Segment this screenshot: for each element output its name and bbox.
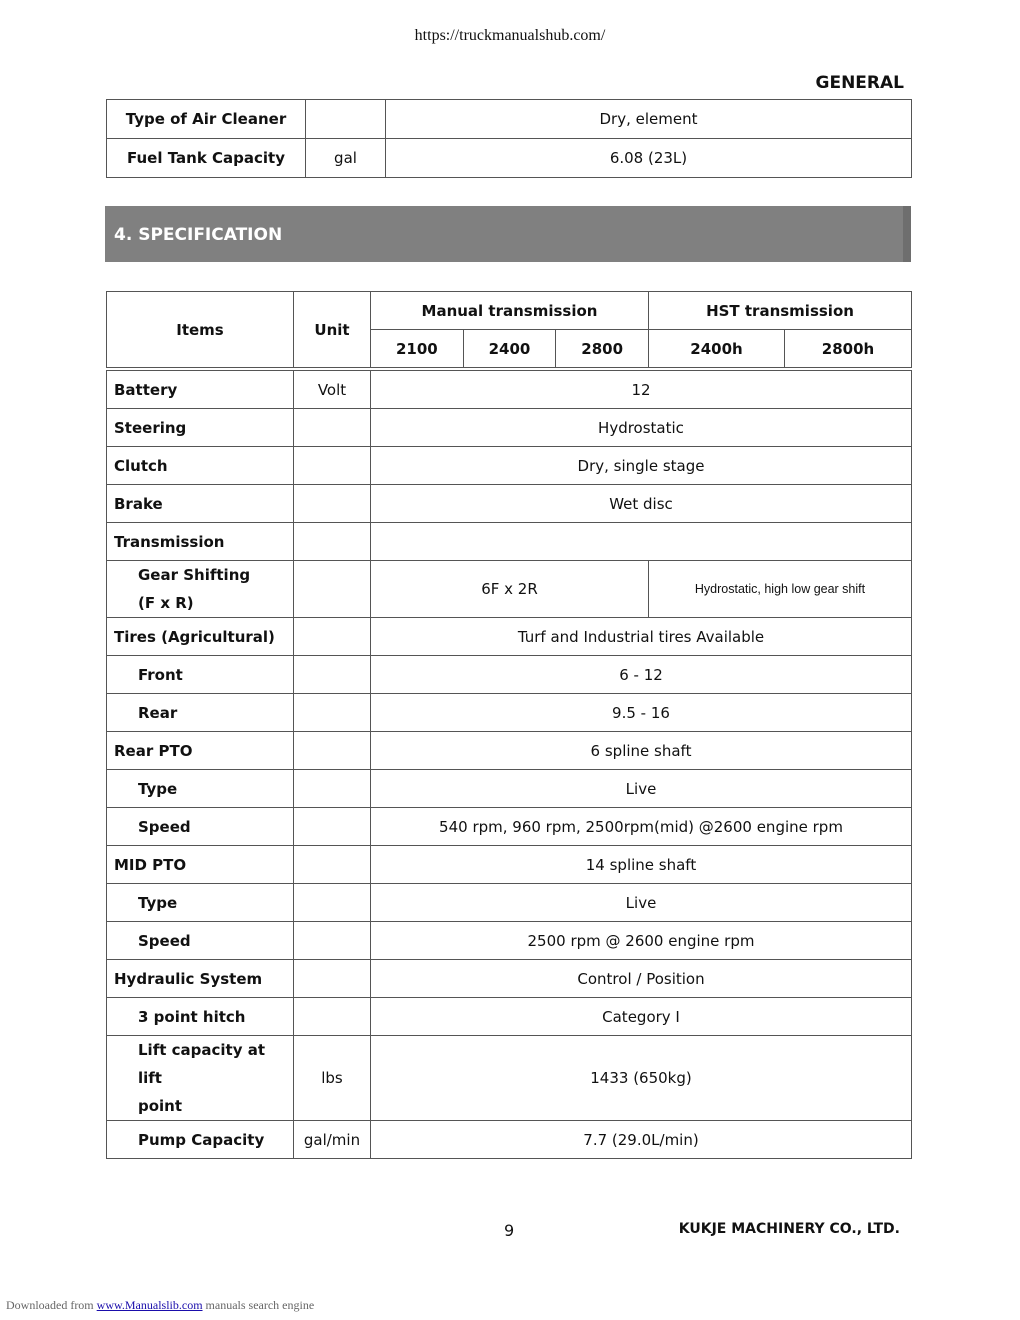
model-header: 2100 xyxy=(371,330,464,368)
table-row xyxy=(107,523,912,561)
footer-prefix: Downloaded from xyxy=(6,1298,94,1312)
section-header: GENERAL xyxy=(815,73,904,93)
item-label xyxy=(107,561,294,618)
model-header: 2400h xyxy=(649,330,785,368)
table-row xyxy=(107,960,912,998)
header-unit: Unit xyxy=(294,292,371,368)
table-row xyxy=(107,561,912,618)
value-cell: Dry, single stage xyxy=(371,447,912,485)
unit-cell xyxy=(294,998,371,1036)
item-label: Steering xyxy=(107,409,294,447)
value-cell: 14 spline shaft xyxy=(371,846,912,884)
item-fuel-tank: Fuel Tank Capacity xyxy=(107,139,306,178)
unit-cell xyxy=(294,808,371,846)
item-label-line2: (F x R) xyxy=(138,594,194,612)
value-cell: 12 xyxy=(371,371,912,409)
unit-cell xyxy=(294,523,371,561)
specification-title: 4. SPECIFICATION xyxy=(114,225,283,245)
item-air-cleaner: Type of Air Cleaner xyxy=(107,100,306,139)
model-header: 2800h xyxy=(785,330,912,368)
value-cell-hst: Hydrostatic, high low gear shift xyxy=(649,561,912,618)
model-header: 2400 xyxy=(463,330,556,368)
header-row xyxy=(107,292,912,330)
value-cell: 6.08 (23L) xyxy=(386,139,912,178)
item-label-line2: point xyxy=(138,1097,183,1115)
table-row xyxy=(107,139,912,178)
item-label: Tires (Agricultural) xyxy=(107,618,294,656)
unit-cell xyxy=(294,447,371,485)
table-row xyxy=(107,618,912,656)
item-label xyxy=(107,1036,294,1121)
item-label: Transmission xyxy=(107,523,294,561)
item-label: Battery xyxy=(107,371,294,409)
unit-cell xyxy=(306,100,386,139)
unit-cell xyxy=(294,694,371,732)
table-row xyxy=(107,100,912,139)
table-row xyxy=(107,447,912,485)
table-row xyxy=(107,694,912,732)
unit-cell xyxy=(294,846,371,884)
table-row xyxy=(107,1036,912,1121)
value-cell: 6 spline shaft xyxy=(371,732,912,770)
specification-table xyxy=(106,291,912,1159)
table-row xyxy=(107,808,912,846)
value-cell: Live xyxy=(371,884,912,922)
table-row xyxy=(107,1121,912,1159)
item-label: Rear xyxy=(107,694,294,732)
unit-cell xyxy=(294,770,371,808)
value-cell: 7.7 (29.0L/min) xyxy=(371,1121,912,1159)
unit-cell xyxy=(294,561,371,618)
value-cell: Control / Position xyxy=(371,960,912,998)
value-cell xyxy=(371,523,912,561)
unit-cell: gal/min xyxy=(294,1121,371,1159)
manualslib-link[interactable]: www.Manualslib.com xyxy=(96,1298,203,1312)
unit-cell xyxy=(294,656,371,694)
header-items: Items xyxy=(107,292,294,368)
item-label: Speed xyxy=(107,808,294,846)
table-row xyxy=(107,922,912,960)
value-cell: Live xyxy=(371,770,912,808)
table-row xyxy=(107,409,912,447)
table-row xyxy=(107,732,912,770)
source-url: https://truckmanualshub.com/ xyxy=(414,27,606,44)
value-cell: Dry, element xyxy=(386,100,912,139)
item-label: 3 point hitch xyxy=(107,998,294,1036)
unit-cell xyxy=(294,409,371,447)
download-footer xyxy=(6,1298,314,1313)
model-header: 2800 xyxy=(556,330,649,368)
value-cell: 540 rpm, 960 rpm, 2500rpm(mid) @2600 engine rpm xyxy=(371,808,912,846)
item-label: Clutch xyxy=(107,447,294,485)
unit-cell xyxy=(294,922,371,960)
table-row xyxy=(107,998,912,1036)
value-cell: Hydrostatic xyxy=(371,409,912,447)
header-hst: HST transmission xyxy=(649,292,912,330)
table-row xyxy=(107,656,912,694)
unit-cell: Volt xyxy=(294,371,371,409)
value-cell: 9.5 - 16 xyxy=(371,694,912,732)
table-row xyxy=(107,371,912,409)
item-label-line1: Gear Shifting xyxy=(138,566,251,584)
specification-banner xyxy=(105,206,911,262)
unit-cell xyxy=(294,884,371,922)
header-manual: Manual transmission xyxy=(371,292,649,330)
page-number: 9 xyxy=(504,1221,515,1240)
item-label: Rear PTO xyxy=(107,732,294,770)
item-label: Hydraulic System xyxy=(107,960,294,998)
value-cell: Wet disc xyxy=(371,485,912,523)
item-label: Type xyxy=(107,884,294,922)
unit-cell xyxy=(294,960,371,998)
general-table xyxy=(106,99,912,178)
value-cell: 1433 (650kg) xyxy=(371,1036,912,1121)
item-label-line1: Lift capacity at lift xyxy=(138,1041,265,1087)
value-cell-manual: 6F x 2R xyxy=(371,561,649,618)
value-cell: 6 - 12 xyxy=(371,656,912,694)
item-label: Type xyxy=(107,770,294,808)
unit-cell: lbs xyxy=(294,1036,371,1121)
value-cell: Turf and Industrial tires Available xyxy=(371,618,912,656)
unit-cell xyxy=(294,618,371,656)
table-row xyxy=(107,485,912,523)
item-label: Brake xyxy=(107,485,294,523)
item-label: Speed xyxy=(107,922,294,960)
unit-cell xyxy=(294,485,371,523)
footer-suffix: manuals search engine xyxy=(205,1298,315,1312)
table-row xyxy=(107,846,912,884)
table-row xyxy=(107,884,912,922)
unit-cell xyxy=(294,732,371,770)
value-cell: 2500 rpm @ 2600 engine rpm xyxy=(371,922,912,960)
item-label: Pump Capacity xyxy=(107,1121,294,1159)
item-label: Front xyxy=(107,656,294,694)
table-row xyxy=(107,770,912,808)
value-cell: Category I xyxy=(371,998,912,1036)
company-name: KUKJE MACHINERY CO., LTD. xyxy=(678,1221,900,1237)
unit-cell: gal xyxy=(306,139,386,178)
item-label: MID PTO xyxy=(107,846,294,884)
